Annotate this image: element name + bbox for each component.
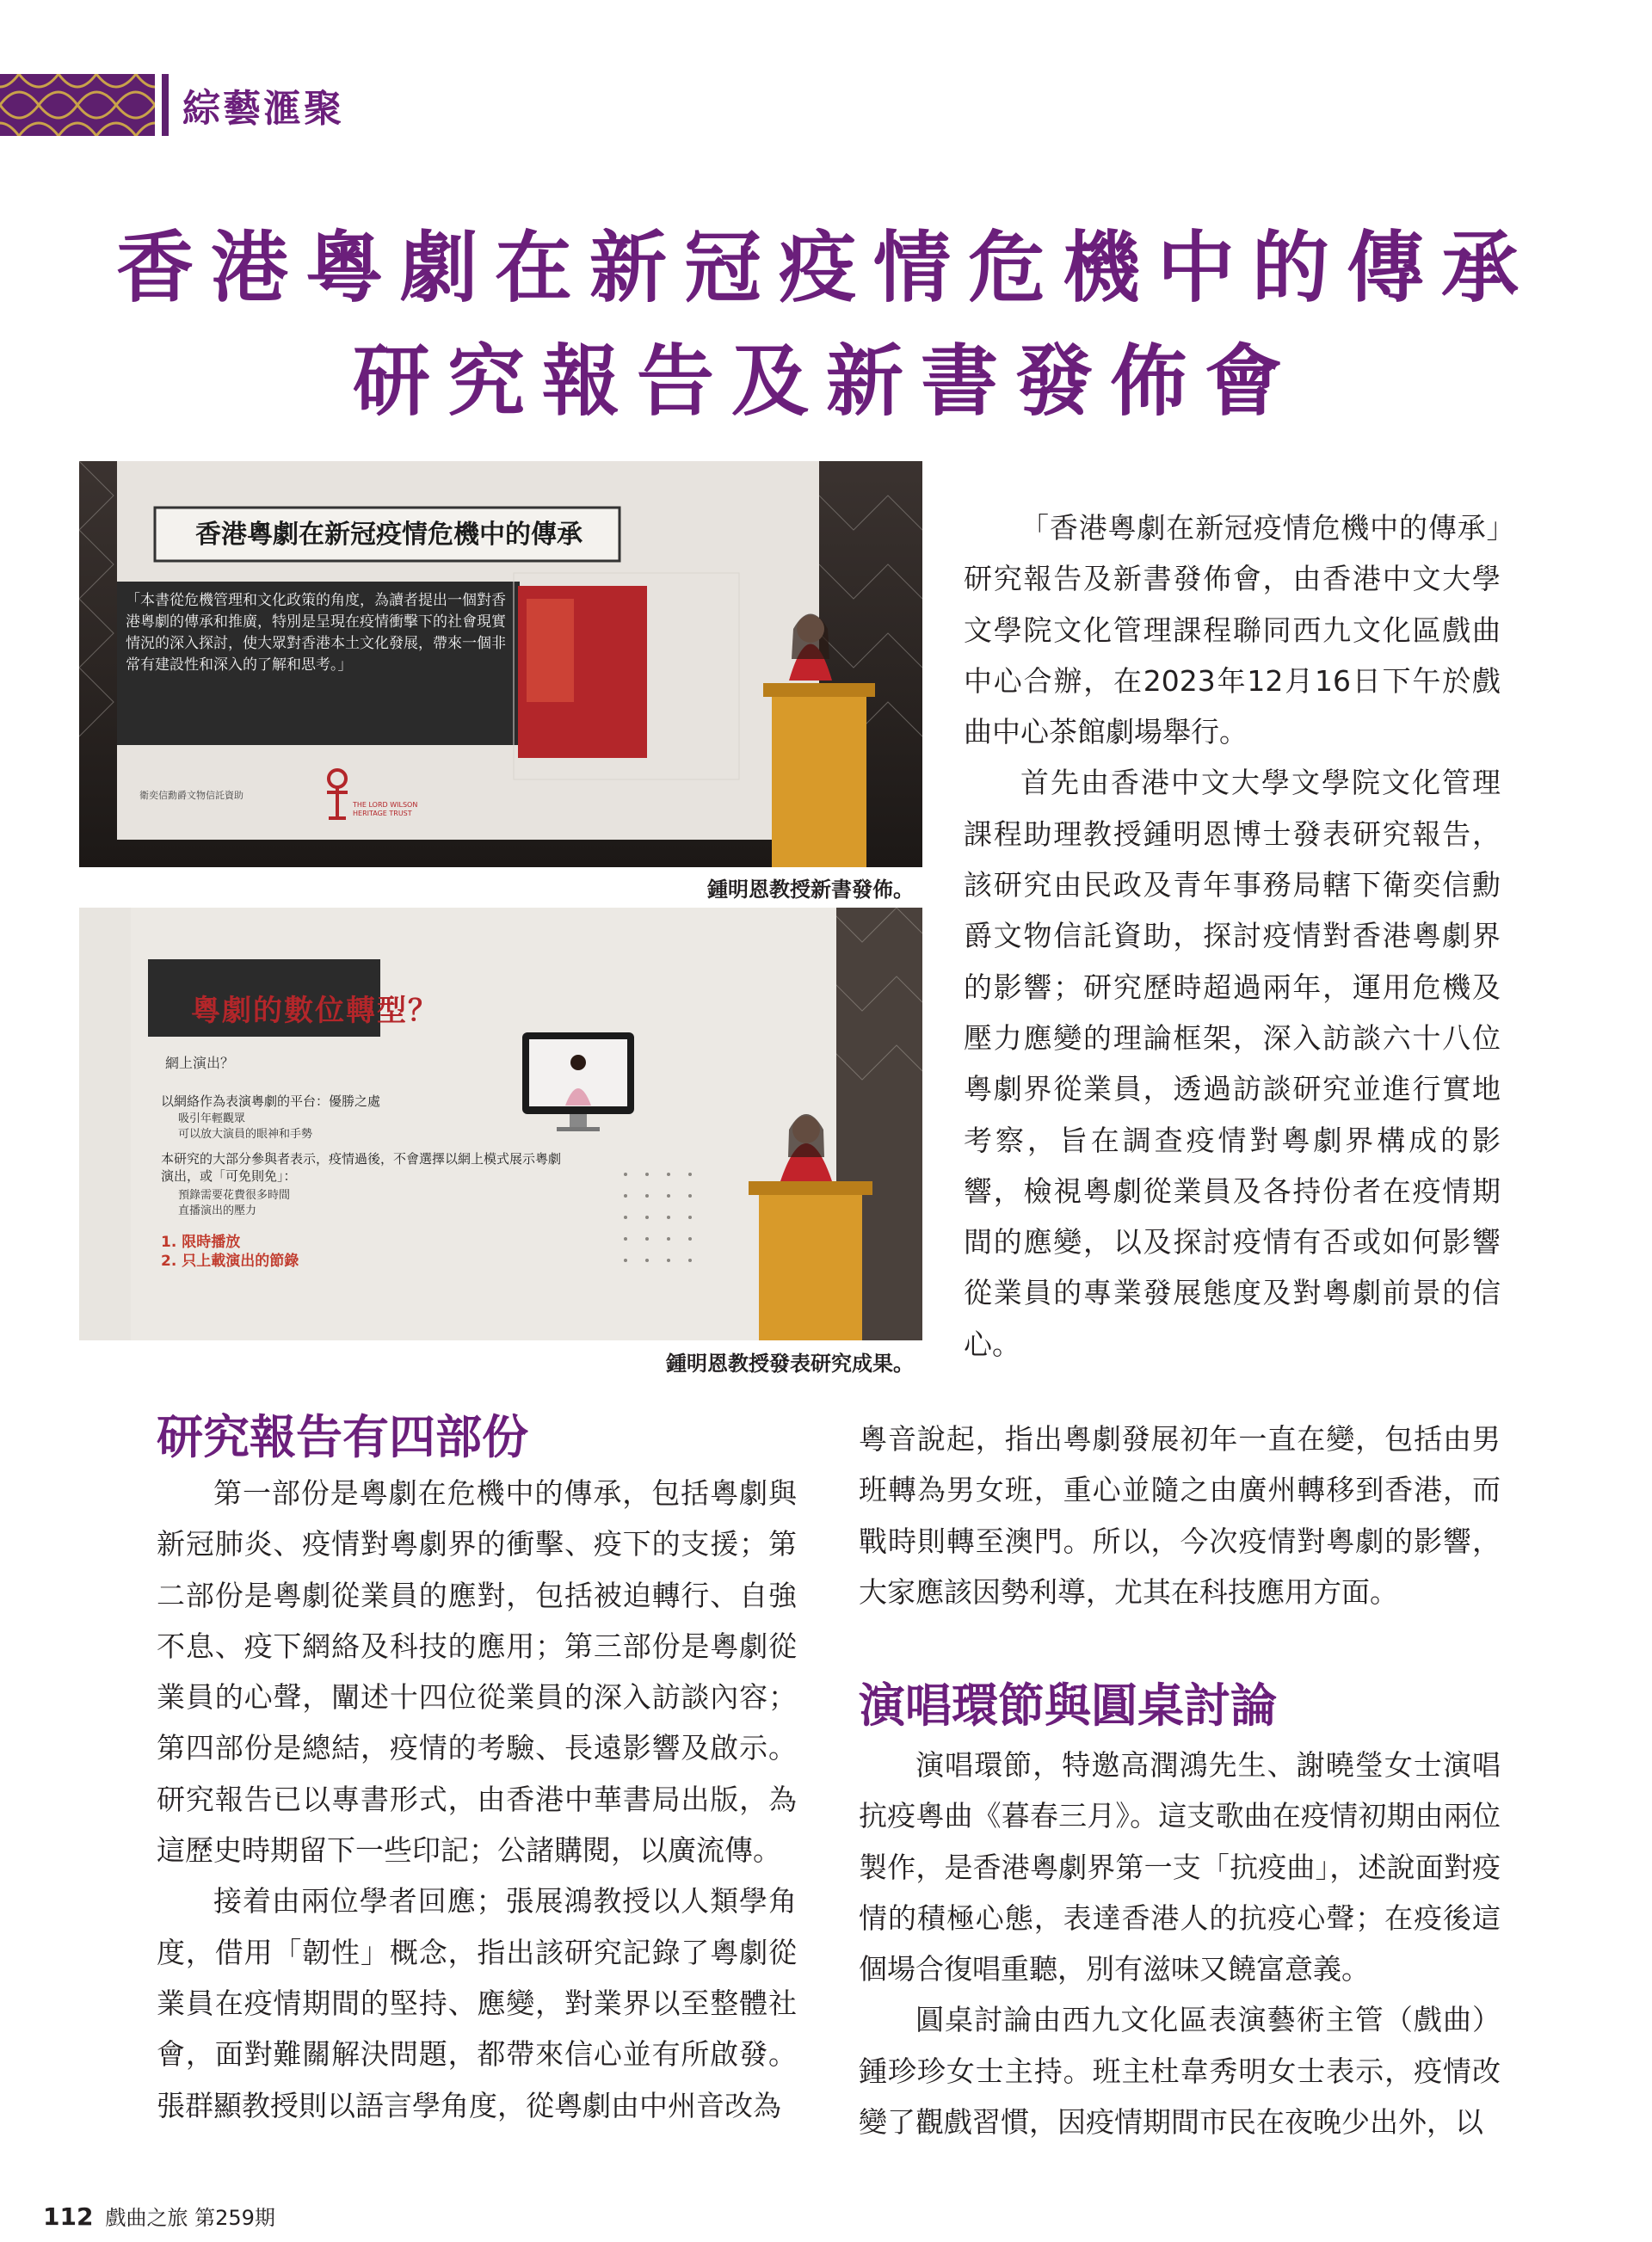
slide-bullet: 可以放大演員的眼神和手勢 <box>178 1128 313 1141</box>
slide-bullet: 吸引年輕觀眾 <box>178 1112 246 1125</box>
article-title-line2: 研究報告及新書發佈會 <box>353 336 1299 427</box>
header-divider-bar <box>162 74 169 136</box>
section2-column <box>859 1740 1501 2147</box>
photo-research-presentation <box>79 908 922 1340</box>
photo-book-launch <box>79 461 922 867</box>
slide-point-2: 本研究的大部分參與者表示，疫情過後，不會選擇以網上模式展示粵劇演出，或「可免則免」： <box>161 1151 562 1184</box>
section-label: 綜藝滙聚 <box>182 87 344 131</box>
body-paragraph: 第一部份是粵劇在危機中的傳承，包括粵劇與新冠肺炎、疫情對粵劇界的衝擊、疫下的支援；第二部份是粵劇從業員的應對，包括被迫轉行、自強不息、疫下網絡及科技的應用；第三部份是粵劇從業員的心聲，闡述十四位從業員的深入訪談內容；第四部份是總結，疫情的考驗、長遠影響及啟示。研究報告已以專書形式，由香港中華書局出版，為這歷史時期留下一些印記；公諸購閱，以廣流傳。 <box>157 1476 797 1868</box>
slide-numbered-item: 2. 只上載演出的節錄 <box>161 1253 299 1270</box>
slide-numbered-item: 1. 限時播放 <box>161 1234 241 1251</box>
slide-subtitle: 網上演出？ <box>165 1055 235 1071</box>
body-paragraph: 接着由兩位學者回應；張展鴻教授以人類學角度，借用「韌性」概念，指出該研究記錄了粵劇從業員在疫情期間的堅持、應變，對業界以至整體社會，面對難關解決問題，都帶來信心並有所啟發。張群顯教授則以語言學角度，從粵劇由中州音改為 <box>157 1884 797 2122</box>
lattice-pattern-icon <box>0 74 155 136</box>
section-heading-performance: 演唱環節與圓桌討論 <box>859 1678 1277 1733</box>
slide-title: 香港粵劇在新冠疫情危機中的傳承 <box>195 520 583 550</box>
body-paragraph: 演唱環節，特邀高潤鴻先生、謝曉瑩女士演唱抗疫粵曲《暮春三月》。這支歌曲在疫情初期由兩位製作，是香港粵劇界第一支「抗疫曲」，述說面對疫情的積極心態，表達香港人的抗疫心聲；在疫後這個場合復唱重聽，別有滋味又饒富意義。 <box>859 1748 1501 1986</box>
slide-title: 粵劇的數位轉型？ <box>191 994 439 1028</box>
section1-column <box>157 1468 797 2131</box>
intro-paragraph: 「香港粵劇在新冠疫情危機中的傳承」研究報告及新書發佈會，由香港中文大學文學院文化管理課程聯同西九文化區戲曲中心合辦，在2023年12月16日下午於戲曲中心茶館劇場舉行。 <box>964 511 1501 749</box>
section1-continued-column <box>859 1414 1501 1617</box>
slide-quote: 「本書從危機管理和文化政策的角度，為讀者提出一個對香港粵劇的傳承和推廣，特別是呈現在疫情衝擊下的社會現實情況的深入探討，使大眾對香港本土文化發展，帶來一個非常有建設性和深入的了解和思考。」 <box>126 592 506 674</box>
slide-footer: 衛奕信勳爵文物信託資助 <box>139 790 243 801</box>
intro-column <box>964 502 1501 1370</box>
publication-name: 戲曲之旅 第259期 <box>105 2206 275 2230</box>
page-number: 112 <box>43 2202 94 2231</box>
trust-name: THE LORD WILSON HERITAGE TRUST <box>353 801 418 817</box>
photo2-caption: 鍾明恩教授發表研究成果。 <box>666 1352 914 1376</box>
header-pattern-band <box>0 74 155 136</box>
slide-bullet: 直播演出的壓力 <box>178 1204 257 1217</box>
slide-bullet: 預錄需要花費很多時間 <box>178 1189 291 1202</box>
page-footer <box>43 2201 275 2231</box>
intro-paragraph: 首先由香港中文大學文學院文化管理課程助理教授鍾明恩博士發表研究報告，該研究由民政及青年事務局轄下衛奕信勳爵文物信託資助，探討疫情對香港粵劇界的影響；研究歷時超過兩年，運用危機及壓力應變的理論框架，深入訪談六十八位粵劇界從業員，透過訪談研究並進行實地考察，旨在調查疫情對粵劇界構成的影響，檢視粵劇從業員及各持份者在疫情期間的應變，以及探討疫情有否或如何影響從業員的專業發展態度及對粵劇前景的信心。 <box>964 766 1501 1361</box>
section-heading-report: 研究報告有四部份 <box>157 1410 528 1464</box>
body-paragraph: 粵音說起，指出粵劇發展初年一直在變，包括由男班轉為男女班，重心並隨之由廣州轉移到香港，而戰時則轉至澳門。所以，今次疫情對粵劇的影響，大家應該因勢利導，尤其在科技應用方面。 <box>859 1422 1501 1609</box>
article-title-line1: 香港粵劇在新冠疫情危機中的傳承 <box>116 222 1536 313</box>
slide-point-1: 以網絡作為表演粵劇的平台：優勝之處 <box>161 1093 381 1109</box>
body-paragraph: 圓桌討論由西九文化區表演藝術主管（戲曲）鍾珍珍女士主持。班主杜韋秀明女士表示，疫情改變了觀戲習慣，因疫情期間市民在夜晚少出外，以 <box>859 2003 1501 2140</box>
photo1-caption: 鍾明恩教授新書發佈。 <box>707 878 914 902</box>
